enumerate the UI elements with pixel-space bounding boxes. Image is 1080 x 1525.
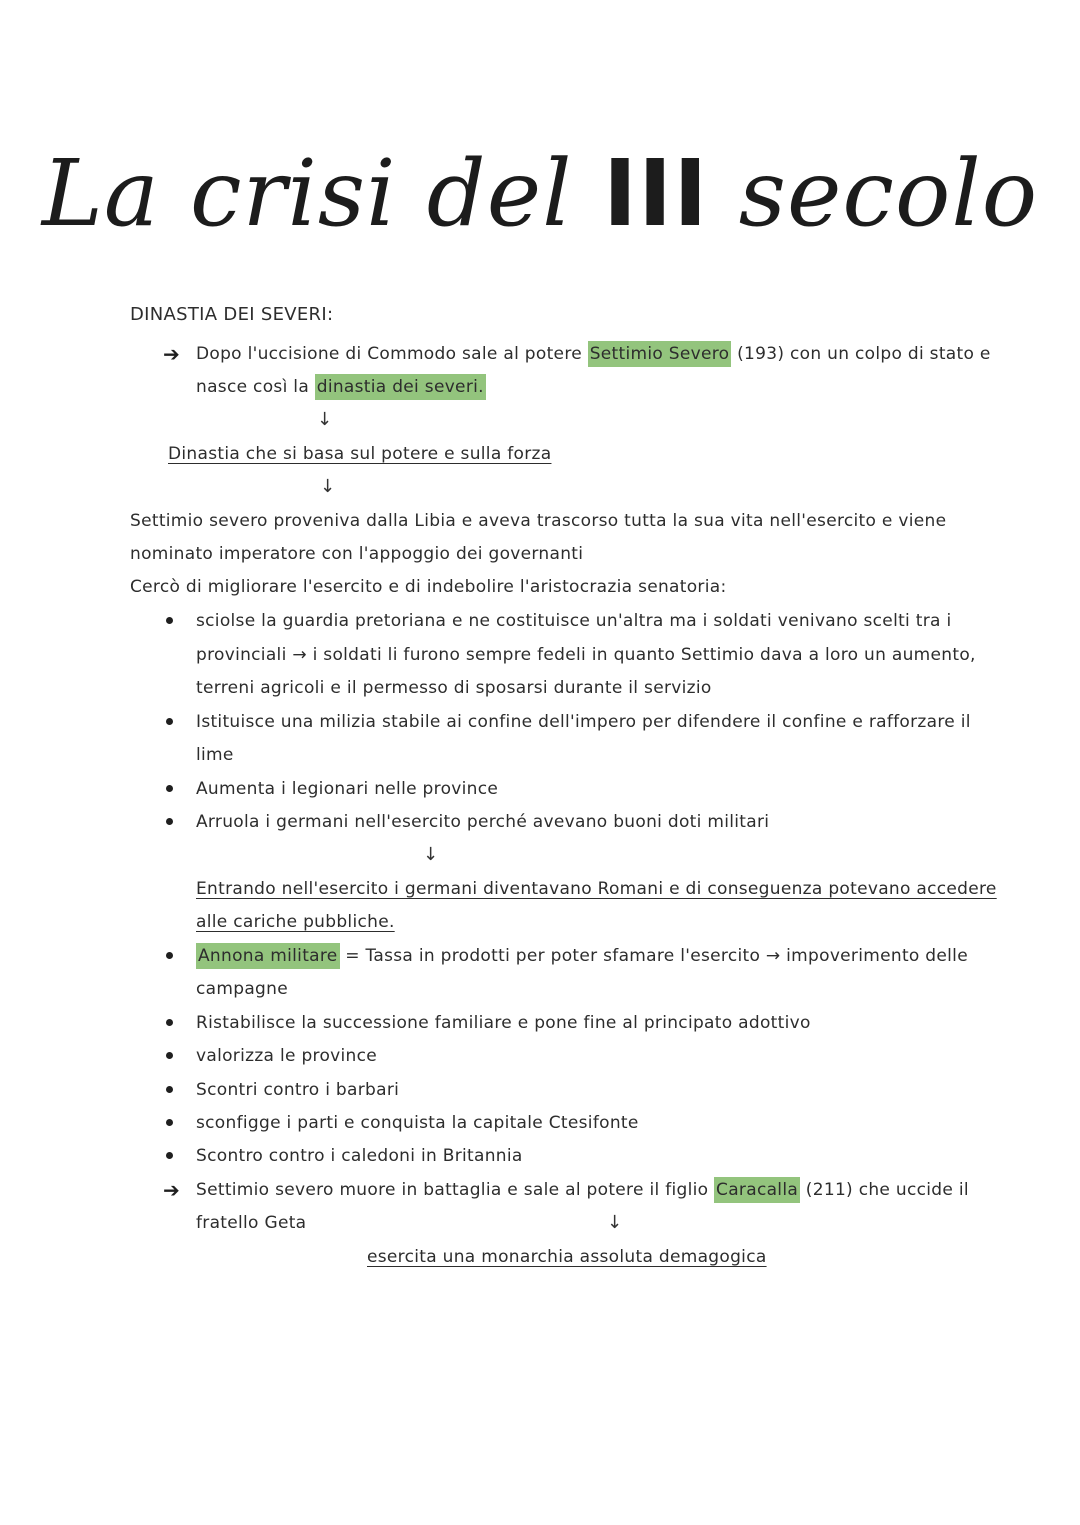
bullet-dot: [166, 1019, 173, 1026]
bullet-1-line-1: sciolse la guardia pretoriana e ne costituisce un'altra ma i soldati venivano scelti tra i: [196, 611, 952, 631]
highlight-settimio-severo: Settimio Severo: [588, 341, 732, 367]
bullet-dot: [166, 718, 173, 725]
bullet-4: Arruola i germani nell'esercito perché avevano buoni doti militari: [196, 812, 770, 832]
bullet-4-note-line-2: alle cariche pubbliche.: [196, 912, 395, 932]
intro-text: nasce così la: [196, 377, 315, 397]
bullet-1-line-2: [196, 643, 976, 667]
bullet-dot: [166, 785, 173, 792]
title-main: La crisi del: [41, 140, 603, 247]
bullet-9: sconfigge i parti e conquista la capitale Ctesifonte: [196, 1113, 639, 1133]
intro-line-2: [196, 375, 486, 399]
bullet-dot: [166, 952, 173, 959]
bullet-8: Scontri contro i barbari: [196, 1080, 400, 1100]
bullet-text: = Tassa in prodotti per poter sfamare l'esercito: [339, 946, 766, 966]
bullet-7: valorizza le province: [196, 1046, 378, 1066]
paragraph-line-3: Cercò di migliorare l'esercito e di indebolire l'aristocrazia senatoria:: [130, 577, 727, 597]
bullet-text: i soldati li furono sempre fedeli in quanto Settimio dava a loro un aumento,: [306, 645, 976, 665]
bullet-5-line-2: campagne: [196, 979, 288, 999]
bullet-3: Aumenta i legionari nelle province: [196, 779, 499, 799]
bullet-dot: [166, 1052, 173, 1059]
intro-text: (193) con un colpo di stato e: [731, 344, 991, 364]
arrow-right-icon: →: [765, 946, 781, 966]
arrow-down-icon: ↓: [317, 409, 333, 430]
arrow-down-icon: ↓: [607, 1212, 623, 1233]
closing-text: (211) che uccide il: [800, 1180, 969, 1200]
paragraph-line-2: nominato imperatore con l'appoggio dei governanti: [130, 544, 584, 564]
bullet-2-line-2: lime: [196, 745, 234, 765]
bullet-dot: [166, 1119, 173, 1126]
bullet-10: Scontro contro i caledoni in Britannia: [196, 1146, 523, 1166]
closing-line-2: fratello Geta: [196, 1213, 307, 1233]
paragraph-line-1: Settimio severo proveniva dalla Libia e aveva trascorso tutta la sua vita nell'esercito e viene: [130, 511, 947, 531]
arrow-down-icon: ↓: [320, 476, 336, 497]
title-numeral: III: [602, 140, 709, 247]
arrow-right-icon: →: [292, 645, 307, 665]
bullet-dot: [166, 818, 173, 825]
section-heading: DINASTIA DEI SEVERI:: [130, 304, 334, 325]
bullet-4-note-line-1: Entrando nell'esercito i germani diventavano Romani e di conseguenza potevano accedere: [196, 879, 997, 899]
highlight-dinastia: dinastia dei severi.: [315, 374, 486, 400]
closing-consequence: esercita una monarchia assoluta demagogica: [367, 1247, 767, 1267]
bullet-text: impoverimento delle: [780, 946, 968, 966]
page-title: [0, 140, 1080, 247]
bullet-5-line-1: [196, 944, 968, 968]
arrow-right-icon: ➔: [163, 342, 180, 366]
title-end: secolo: [708, 140, 1039, 247]
intro-text: Dopo l'uccisione di Commodo sale al potere: [196, 344, 588, 364]
bullet-2-line-1: Istituisce una milizia stabile ai confine dell'impero per difendere il confine e rafforzare il: [196, 712, 971, 732]
closing-text: Settimio severo muore in battaglia e sale al potere il figlio: [196, 1180, 715, 1200]
bullet-text: provinciali: [196, 645, 293, 665]
bullet-1-line-3: terreni agricoli e il permesso di sposarsi durante il servizio: [196, 678, 712, 698]
consequence-1: Dinastia che si basa sul potere e sulla forza: [168, 444, 552, 464]
highlight-annona-militare: Annona militare: [196, 943, 340, 969]
closing-line-1: [196, 1178, 969, 1202]
arrow-down-icon: ↓: [423, 844, 439, 865]
bullet-dot: [166, 617, 173, 624]
arrow-right-icon: ➔: [163, 1178, 180, 1202]
highlight-caracalla: Caracalla: [714, 1177, 800, 1203]
intro-line-1: [196, 342, 991, 366]
bullet-dot: [166, 1152, 173, 1159]
bullet-dot: [166, 1086, 173, 1093]
bullet-6: Ristabilisce la successione familiare e pone fine al principato adottivo: [196, 1013, 811, 1033]
